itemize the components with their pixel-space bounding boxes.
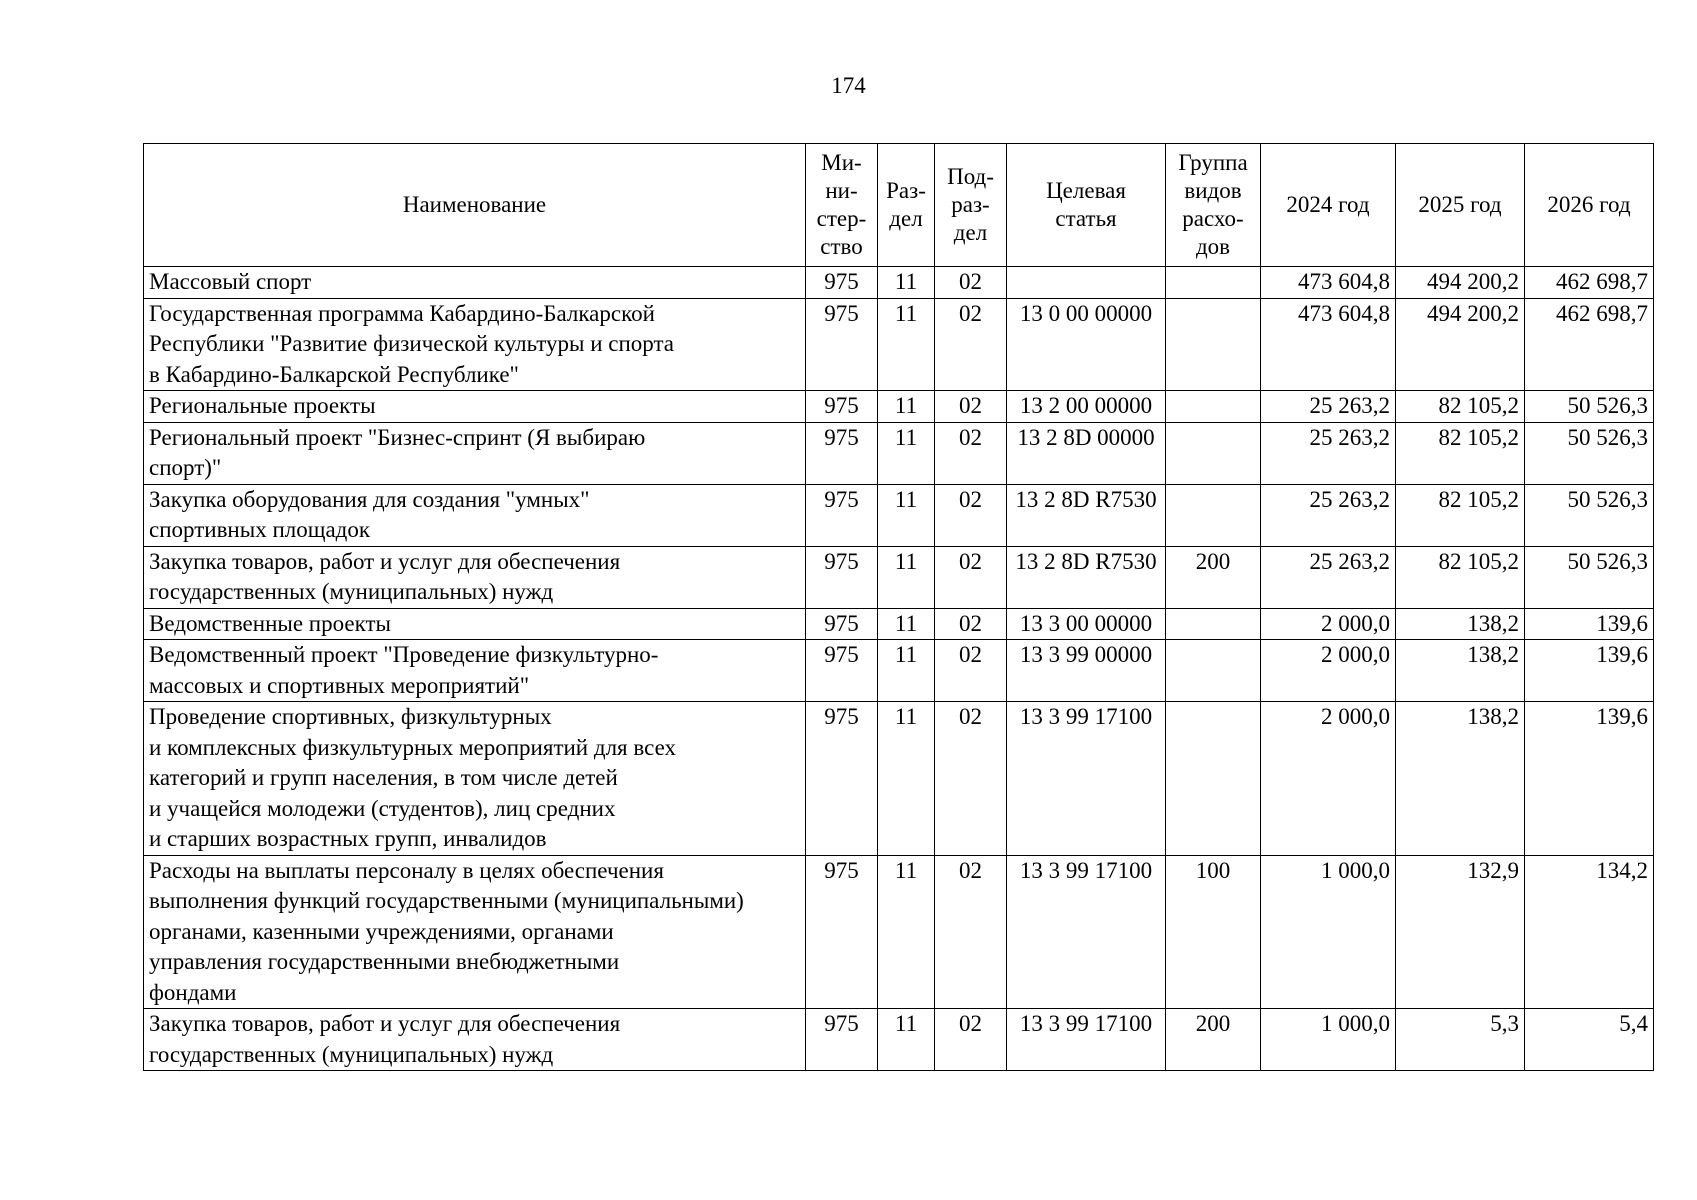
cell-name: Закупка товаров, работ и услуг для обеспечения государственных (муниципальных) нужд: [144, 1009, 806, 1071]
cell-2024: 25 263,2: [1261, 484, 1396, 546]
cell-2026: 50 526,3: [1525, 391, 1654, 423]
table-row: [144, 702, 1654, 856]
table-header: [144, 144, 1654, 267]
cell-name: Государственная программа Кабардино-Балкарской Республики "Развитие физической культуры и спорта в Кабардино-Балкарской Республике": [144, 298, 806, 391]
cell-ministry: 975: [806, 640, 878, 702]
cell-expense-group: [1166, 484, 1261, 546]
cell-2025: 494 200,2: [1396, 298, 1525, 391]
cell-target: 13 3 99 17100: [1007, 1009, 1166, 1071]
cell-section: 11: [878, 608, 935, 640]
cell-ministry: 975: [806, 298, 878, 391]
cell-2025: 82 105,2: [1396, 546, 1525, 608]
cell-2024: 1 000,0: [1261, 855, 1396, 1009]
cell-subsection: 02: [935, 422, 1007, 484]
cell-2026: 139,6: [1525, 608, 1654, 640]
cell-2026: 462 698,7: [1525, 298, 1654, 391]
cell-2026: 462 698,7: [1525, 267, 1654, 299]
table-row: [144, 484, 1654, 546]
cell-name: Региональные проекты: [144, 391, 806, 423]
table-row: [144, 422, 1654, 484]
cell-target: 13 2 00 00000: [1007, 391, 1166, 423]
cell-2026: 139,6: [1525, 640, 1654, 702]
cell-target: 13 0 00 00000: [1007, 298, 1166, 391]
cell-2024: 1 000,0: [1261, 1009, 1396, 1071]
cell-expense-group: [1166, 298, 1261, 391]
table-body: [144, 267, 1654, 1071]
header-expense-group: Группа видов расхо- дов: [1166, 144, 1261, 267]
cell-section: 11: [878, 640, 935, 702]
cell-target: 13 3 00 00000: [1007, 608, 1166, 640]
cell-section: 11: [878, 484, 935, 546]
table-row: [144, 298, 1654, 391]
cell-section: 11: [878, 267, 935, 299]
cell-name: Массовый спорт: [144, 267, 806, 299]
cell-2026: 50 526,3: [1525, 484, 1654, 546]
cell-2025: 5,3: [1396, 1009, 1525, 1071]
table-row: [144, 608, 1654, 640]
cell-subsection: 02: [935, 546, 1007, 608]
cell-2025: 82 105,2: [1396, 422, 1525, 484]
header-row: [144, 144, 1654, 267]
cell-subsection: 02: [935, 702, 1007, 856]
cell-expense-group: [1166, 391, 1261, 423]
cell-2026: 50 526,3: [1525, 546, 1654, 608]
table-row: [144, 546, 1654, 608]
cell-2025: 82 105,2: [1396, 484, 1525, 546]
table-row: [144, 1009, 1654, 1071]
page-number: 174: [831, 73, 866, 98]
cell-target: [1007, 267, 1166, 299]
cell-name: Региональный проект "Бизнес-спринт (Я выбираю спорт)": [144, 422, 806, 484]
cell-2025: 494 200,2: [1396, 267, 1525, 299]
cell-2025: 138,2: [1396, 608, 1525, 640]
cell-section: 11: [878, 422, 935, 484]
cell-expense-group: [1166, 608, 1261, 640]
cell-ministry: 975: [806, 422, 878, 484]
cell-2024: 2 000,0: [1261, 702, 1396, 856]
cell-2025: 82 105,2: [1396, 391, 1525, 423]
cell-subsection: 02: [935, 298, 1007, 391]
cell-expense-group: [1166, 267, 1261, 299]
cell-target: 13 2 8D 00000: [1007, 422, 1166, 484]
header-name: Наименование: [144, 144, 806, 267]
cell-2024: 25 263,2: [1261, 546, 1396, 608]
cell-subsection: 02: [935, 640, 1007, 702]
table-row: [144, 267, 1654, 299]
header-subsection: Под- раз- дел: [935, 144, 1007, 267]
cell-expense-group: 200: [1166, 1009, 1261, 1071]
cell-target: 13 3 99 17100: [1007, 855, 1166, 1009]
cell-2024: 473 604,8: [1261, 298, 1396, 391]
cell-2026: 5,4: [1525, 1009, 1654, 1071]
cell-expense-group: 200: [1166, 546, 1261, 608]
cell-expense-group: [1166, 422, 1261, 484]
cell-target: 13 2 8D R7530: [1007, 546, 1166, 608]
cell-subsection: 02: [935, 391, 1007, 423]
header-2024: 2024 год: [1261, 144, 1396, 267]
cell-section: 11: [878, 702, 935, 856]
cell-expense-group: [1166, 702, 1261, 856]
table-row: [144, 391, 1654, 423]
cell-ministry: 975: [806, 855, 878, 1009]
budget-table: [143, 143, 1654, 1071]
cell-ministry: 975: [806, 546, 878, 608]
cell-2025: 132,9: [1396, 855, 1525, 1009]
cell-expense-group: 100: [1166, 855, 1261, 1009]
cell-ministry: 975: [806, 267, 878, 299]
cell-2024: 25 263,2: [1261, 422, 1396, 484]
cell-2026: 50 526,3: [1525, 422, 1654, 484]
cell-expense-group: [1166, 640, 1261, 702]
cell-2025: 138,2: [1396, 702, 1525, 856]
cell-name: Ведомственные проекты: [144, 608, 806, 640]
cell-2024: 473 604,8: [1261, 267, 1396, 299]
header-section: Раз- дел: [878, 144, 935, 267]
header-2025: 2025 год: [1396, 144, 1525, 267]
cell-2026: 134,2: [1525, 855, 1654, 1009]
cell-name: Проведение спортивных, физкультурных и комплексных физкультурных мероприятий для всех категорий и групп населения, в том числе детей и учащейся молодежи (студентов), лиц средних и старших возрастных групп, инвалидов: [144, 702, 806, 856]
cell-section: 11: [878, 391, 935, 423]
cell-target: 13 2 8D R7530: [1007, 484, 1166, 546]
cell-subsection: 02: [935, 484, 1007, 546]
header-2026: 2026 год: [1525, 144, 1654, 267]
cell-name: Расходы на выплаты персоналу в целях обеспечения выполнения функций государственными (муниципальными) органами, казенными учреждениями, органами управления государственными внебюджетными фондами: [144, 855, 806, 1009]
cell-subsection: 02: [935, 267, 1007, 299]
cell-ministry: 975: [806, 484, 878, 546]
table-row: [144, 640, 1654, 702]
header-ministry: Ми- ни- стер- ство: [806, 144, 878, 267]
cell-subsection: 02: [935, 855, 1007, 1009]
cell-2026: 139,6: [1525, 702, 1654, 856]
cell-subsection: 02: [935, 1009, 1007, 1071]
cell-ministry: 975: [806, 702, 878, 856]
header-target: Целевая статья: [1007, 144, 1166, 267]
cell-section: 11: [878, 298, 935, 391]
cell-name: Закупка оборудования для создания "умных" спортивных площадок: [144, 484, 806, 546]
cell-section: 11: [878, 1009, 935, 1071]
cell-ministry: 975: [806, 1009, 878, 1071]
cell-ministry: 975: [806, 391, 878, 423]
cell-subsection: 02: [935, 608, 1007, 640]
cell-name: Ведомственный проект "Проведение физкультурно- массовых и спортивных мероприятий": [144, 640, 806, 702]
cell-target: 13 3 99 17100: [1007, 702, 1166, 856]
cell-section: 11: [878, 855, 935, 1009]
cell-2024: 2 000,0: [1261, 640, 1396, 702]
cell-section: 11: [878, 546, 935, 608]
cell-2024: 2 000,0: [1261, 608, 1396, 640]
cell-2024: 25 263,2: [1261, 391, 1396, 423]
table-row: [144, 855, 1654, 1009]
cell-target: 13 3 99 00000: [1007, 640, 1166, 702]
cell-ministry: 975: [806, 608, 878, 640]
cell-2025: 138,2: [1396, 640, 1525, 702]
cell-name: Закупка товаров, работ и услуг для обеспечения государственных (муниципальных) нужд: [144, 546, 806, 608]
